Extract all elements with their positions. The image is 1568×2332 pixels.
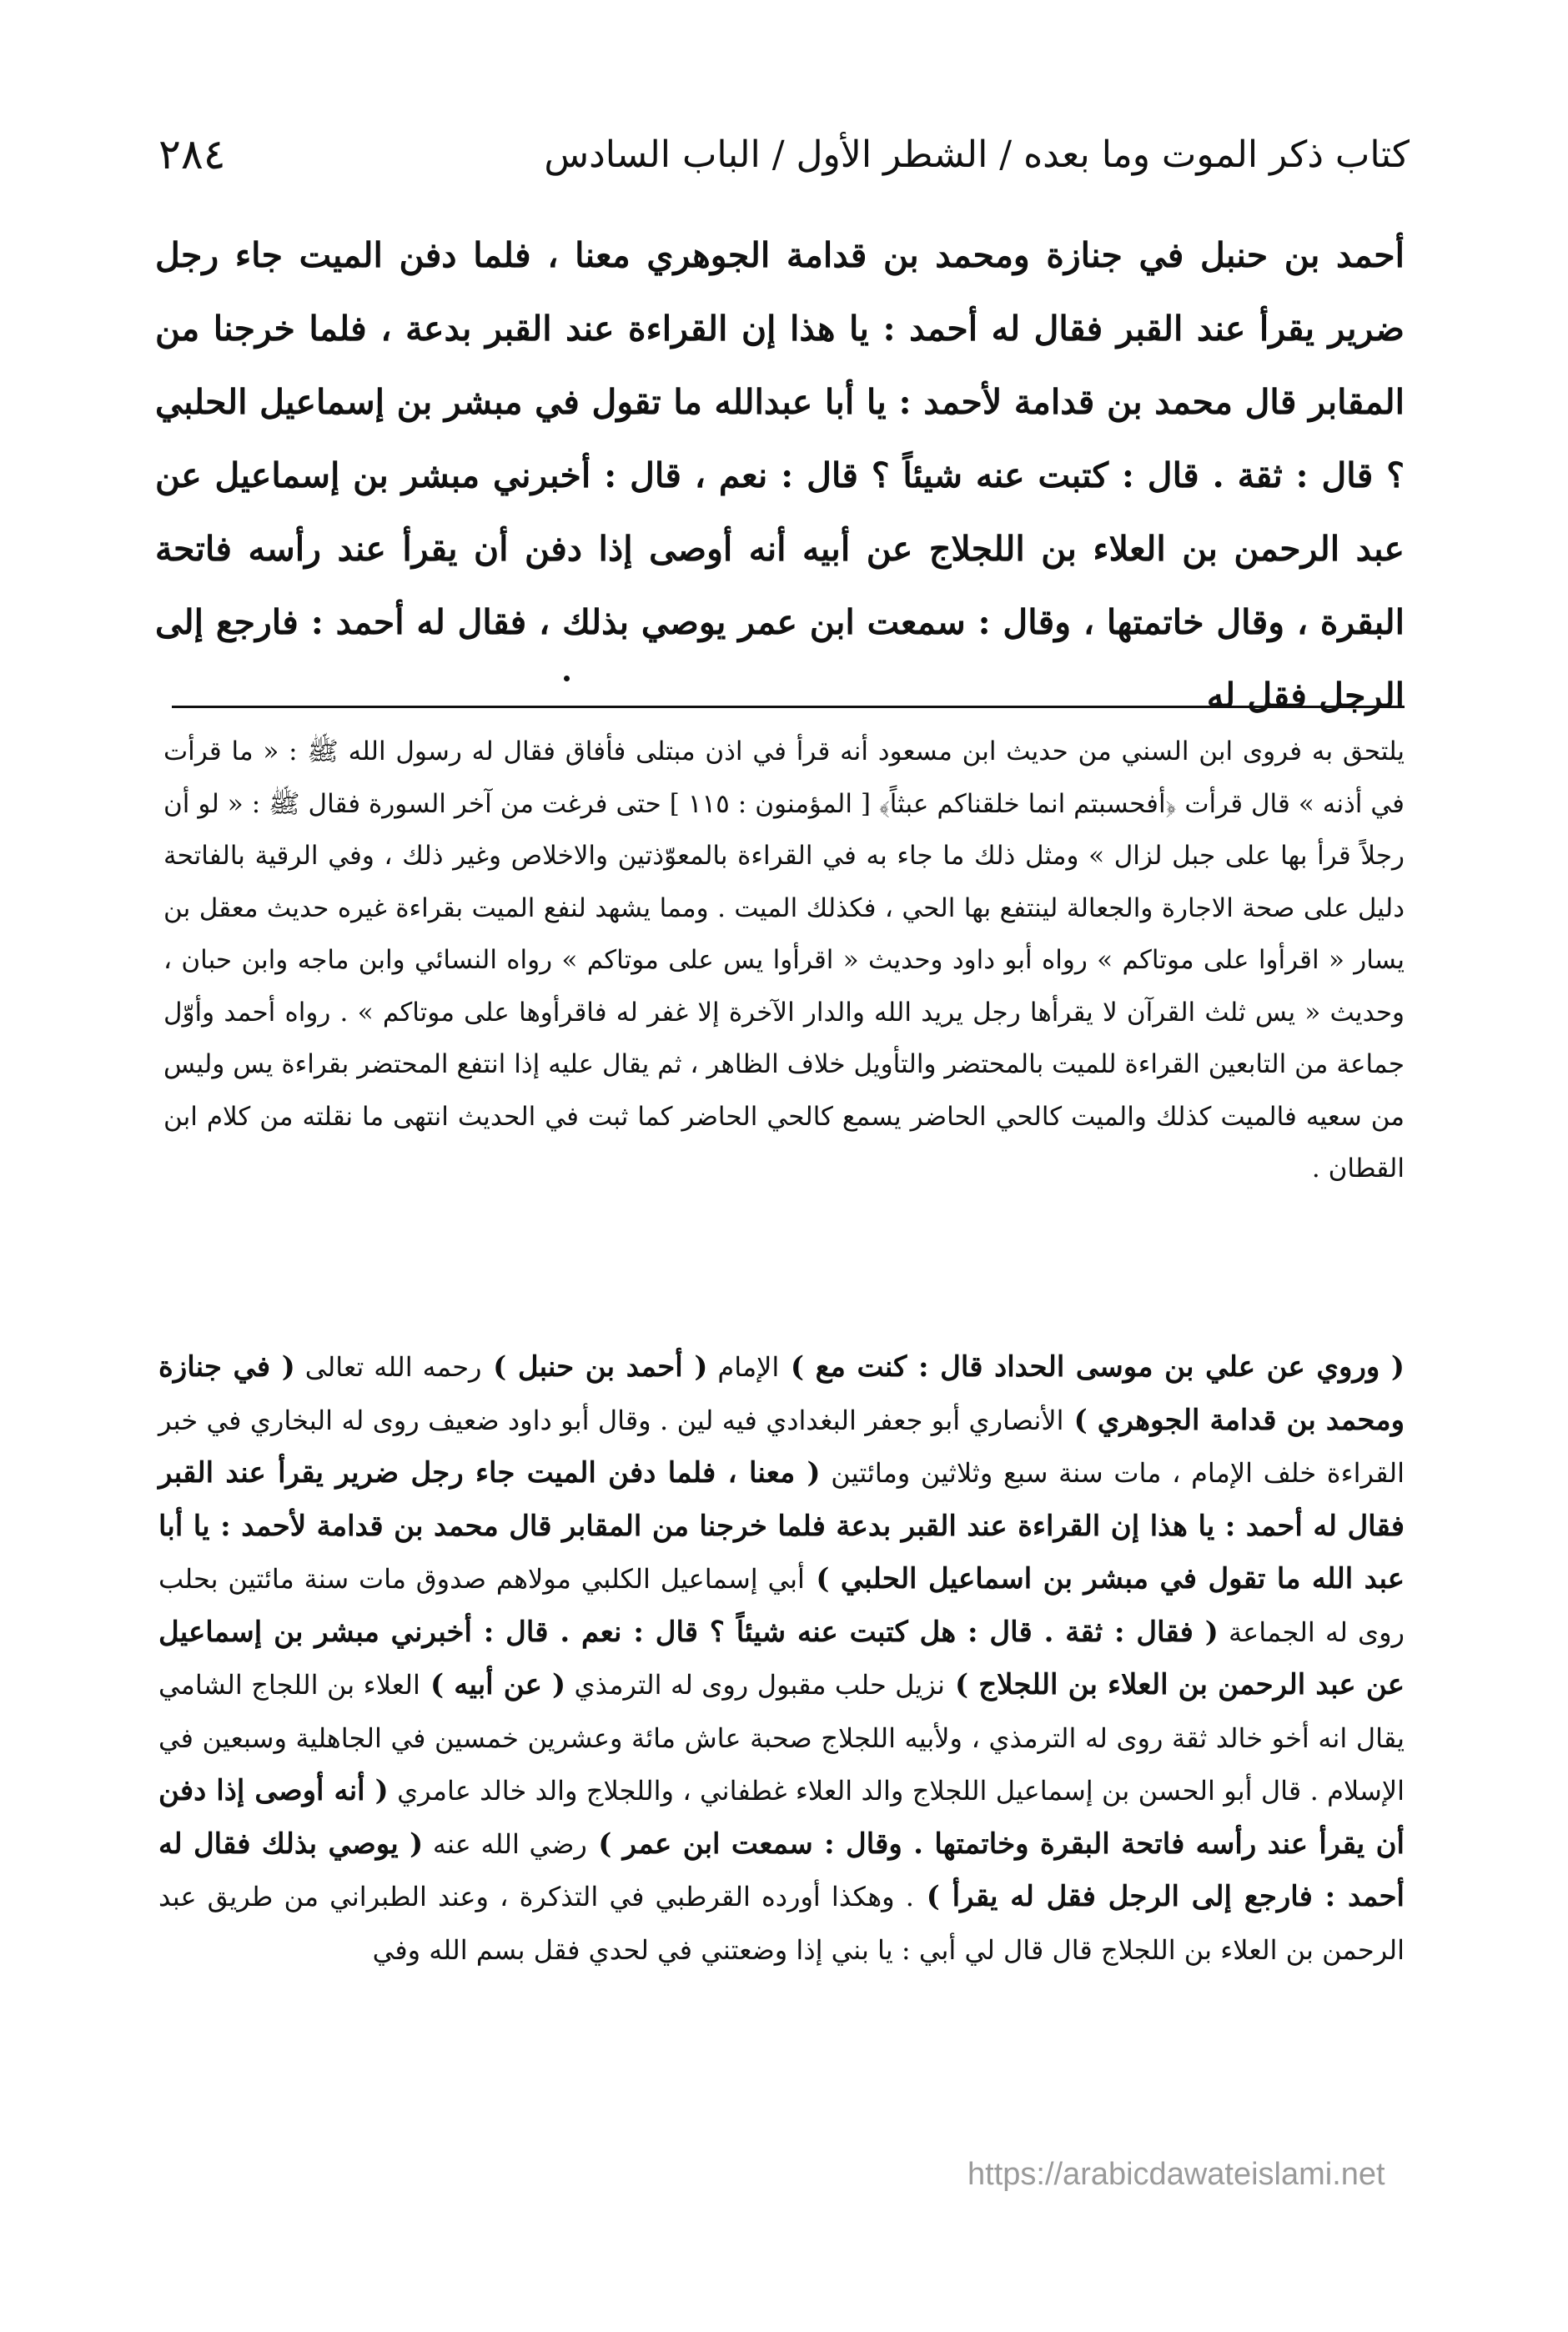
commentary-run: ( فقال : ثقة . قال : هل كتبت عنه شيئاً ؟ قال : نعم . قال : أخبرني مبشر بن إسماعيل عن عبد الرحمن بن العلاء بن اللجلاج ) <box>158 1615 1405 1701</box>
commentary-run: رحمه الله تعالى <box>294 1351 482 1383</box>
commentary-run: ( وروي عن علي بن موسى الحداد قال : كنت مع ) <box>779 1350 1405 1384</box>
commentary-run: أبي إسماعيل الكلبي مولاهم صدوق مات سنة مائتين بحلب روى له الجماعة <box>158 1563 1405 1648</box>
commentary-run: الأنصاري أبو جعفر البغدادي فيه لين . وقال أبو داود ضعيف روى له البخاري في خبر القراءة خلف الإمام ، مات سنة سبع وثلاثين ومائتين <box>158 1404 1405 1489</box>
main-text <box>155 219 1405 732</box>
watermark-url: https://arabicdawateislami.net <box>967 2157 1385 2192</box>
footnote-marker-dot <box>564 676 570 681</box>
commentary-run: ( أنه أوصى إذا دفن أن يقرأ عند رأسه فاتحة البقرة وخاتمتها . وقال : سمعت ابن عمر ) <box>158 1774 1405 1861</box>
page-number: ٢٨٤ <box>158 130 226 178</box>
commentary-run: ( أحمد بن حنبل ) <box>481 1350 708 1384</box>
commentary-run: ( عن أبيه ) <box>420 1668 566 1701</box>
running-title: كتاب ذكر الموت وما بعده / الشطر الأول / الباب السادس <box>544 133 1410 176</box>
footnote-block <box>163 726 1405 1195</box>
commentary-run: الإمام <box>707 1351 780 1383</box>
commentary-block <box>158 1341 1405 1977</box>
commentary-paragraph <box>158 1341 1405 1977</box>
commentary-run: ( معنا ، فلما دفن الميت جاء رجل ضرير يقرأ عند القبر فقال له أحمد : يا هذا إن القراءة عند القبر بدعة فلما خرجنا من المقابر قال محمد بن قدامة لأحمد : يا أبا عبد الله ما تقول في مبشر بن اسماعيل الحلبي ) <box>158 1456 1405 1596</box>
commentary-run: ( يوصي بذلك فقال له أحمد : فارجع إلى الرجل فقل له يقرأ ) <box>158 1827 1405 1913</box>
footnote-paragraph: يلتحق به فروى ابن السني من حديث ابن مسعود أنه قرأ في اذن مبتلى فأفاق فقال له رسول الله ﷺ : « ما قرأت في أذنه » قال قرأت ﴿أفحسبتم انما خلقناكم عبثاً﴾ [ المؤمنون : ١١٥ ] حتى فرغت من آخر السورة فقال ﷺ : « لو أن رجلاً قرأ بها على جبل لزال » ومثل ذلك ما جاء به في القراءة بالمعوّذتين والاخلاص وغير ذلك ، وفي الرقية بالفاتحة دليل على صحة الاجارة والجعالة لينتفع بها الحي ، فكذلك الميت . ومما يشهد لنفع الميت بقراءة غيره حديث معقل بن يسار « اقرأوا على موتاكم » رواه أبو داود وحديث « اقرأوا يس على موتاكم » رواه النسائي وابن ماجه وابن حبان ، وحديث « يس ثلث القرآن لا يقرأها رجل يريد الله والدار الآخرة إلا غفر له فاقرأوها على موتاكم » . رواه أحمد وأوّل جماعة من التابعين القراءة للميت بالمحتضر والتأويل خلاف الظاهر ، ثم يقال عليه إذا انتفع المحتضر بقراءة يس وليس من سعيه فالميت كذلك والميت كالحي الحاضر يسمع كالحي الحاضر كما ثبت في الحديث انتهى ما نقلته من كلام ابن القطان . <box>163 736 1405 1184</box>
footnote-separator-rule <box>172 706 1405 708</box>
commentary-run: نزيل حلب مقبول روى له الترمذي <box>565 1669 945 1701</box>
commentary-run: ( في جنازة ومحمد بن قدامة الجوهري ) <box>158 1350 1405 1437</box>
commentary-run: . وهكذا أورده القرطبي في التذكرة ، وعند الطبراني من طريق عبد الرحمن بن العلاء بن اللجلاج قال قال لي أبي : يا بني إذا وضعتني في لحدي فقل بسم الله وفي <box>158 1881 1405 1966</box>
page-header <box>158 125 1410 183</box>
main-paragraph: أحمد بن حنبل في جنازة ومحمد بن قدامة الجوهري معنا ، فلما دفن الميت جاء رجل ضرير يقرأ عند القبر فقال له أحمد : يا هذا إن القراءة عند القبر بدعة ، فلما خرجنا من المقابر قال محمد بن قدامة لأحمد : يا أبا عبدالله ما تقول في مبشر بن إسماعيل الحلبي ؟ قال : ثقة . قال : كتبت عنه شيئاً ؟ قال : نعم ، قال : أخبرني مبشر بن إسماعيل عن عبد الرحمن بن العلاء بن اللجلاج عن أبيه أنه أوصى إذا دفن أن يقرأ عند رأسه فاتحة البقرة ، وقال خاتمتها ، وقال : سمعت ابن عمر يوصي بذلك ، فقال له أحمد : فارجع إلى الرجل فقل له <box>155 235 1405 716</box>
commentary-run: العلاء بن اللجاج الشامي يقال انه أخو خالد ثقة روى له الترمذي ، ولأبيه اللجلاج صحبة عاش مائة وعشرين خمسين في الجاهلية وسبعين في الإسلام . قال أبو الحسن بن إسماعيل اللجلاج والد العلاء غطفاني ، واللجلاج والد خالد عامري <box>158 1669 1405 1807</box>
commentary-run: رضي الله عنه <box>423 1827 587 1860</box>
